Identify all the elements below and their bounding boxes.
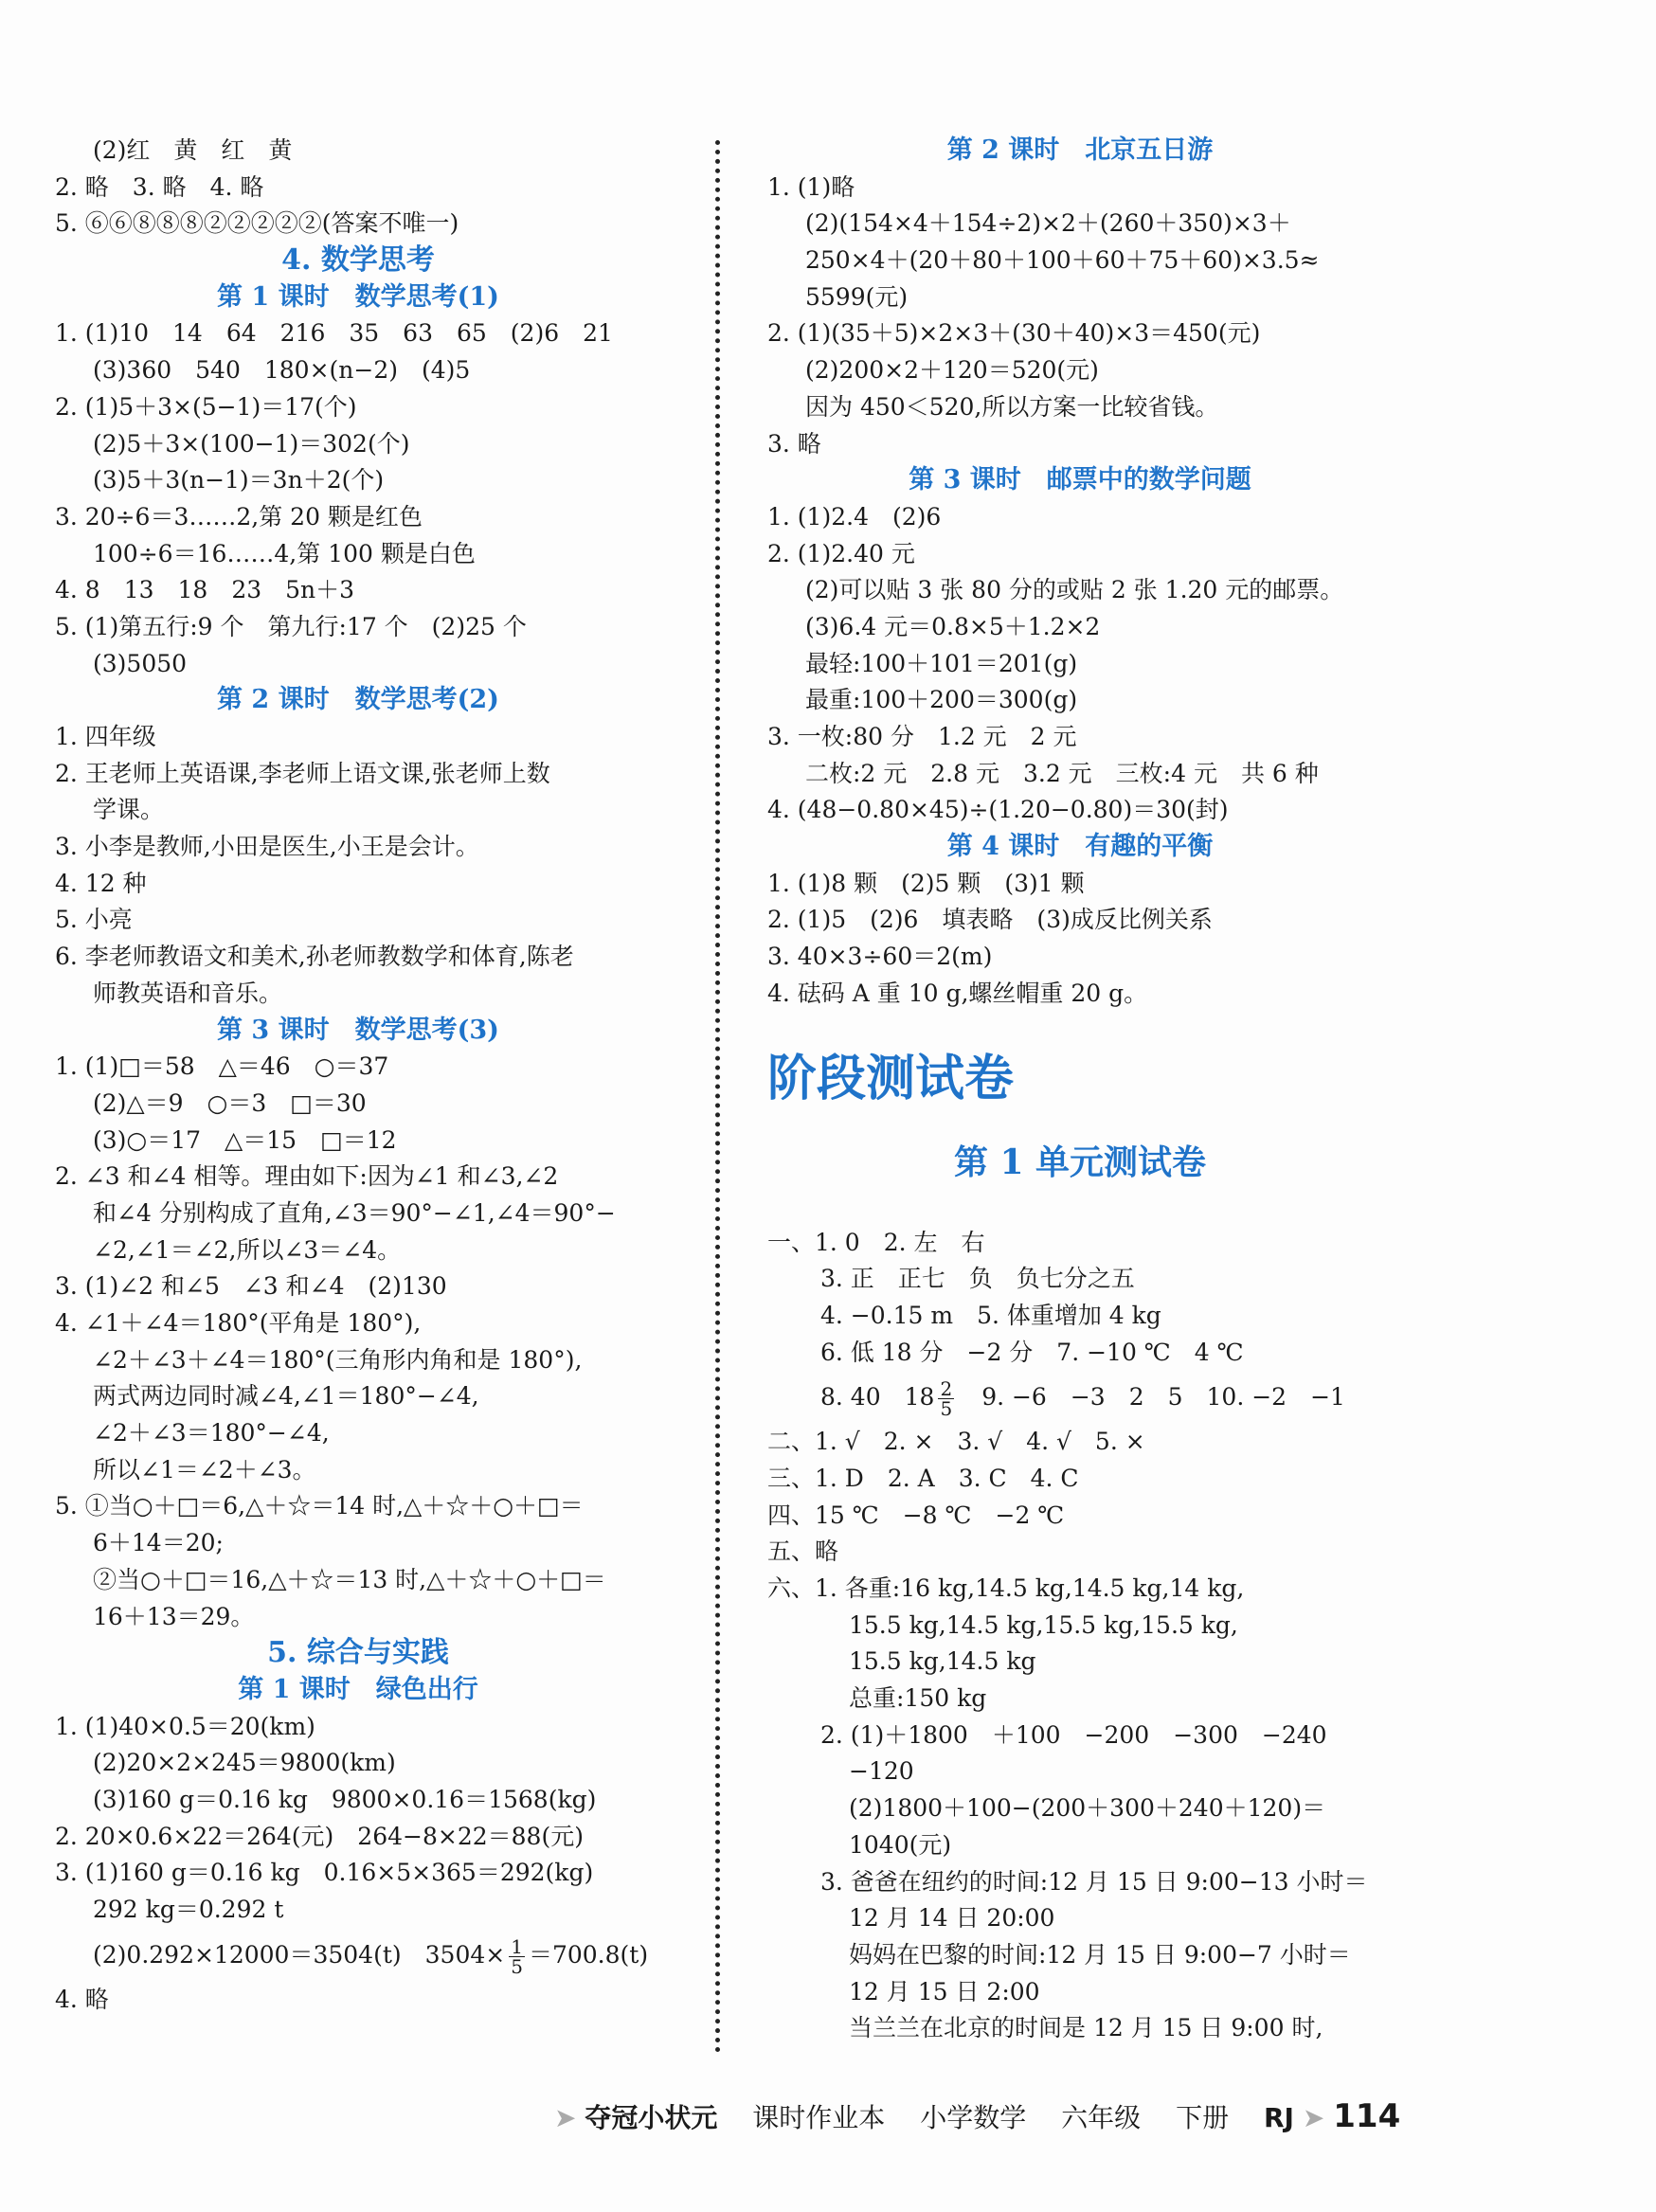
fraction-numerator: 2: [940, 1377, 953, 1401]
answer-line: 5. ①当○＋□＝6,△＋☆＝14 时,△＋☆＋○＋□＝: [55, 1492, 584, 1520]
answer-line: 总重:150 kg: [849, 1684, 987, 1713]
answer-line: 一、1. 0 2. 左 右: [767, 1228, 985, 1256]
answer-line: ∠2＋∠3＋∠4＝180°(三角形内角和是 180°),: [93, 1345, 583, 1374]
answer-line: 四、15 ℃ −8 ℃ −2 ℃: [767, 1501, 1065, 1529]
answer-line: (2)红 黄 红 黄: [93, 136, 293, 164]
answer-line: (2)20×2×245＝9800(km): [93, 1749, 396, 1777]
answer-line: (3)6.4 元＝0.8×5＋1.2×2: [805, 612, 1101, 640]
answer-line: 2. (1)5 (2)6 填表略 (3)成反比例关系: [767, 906, 1213, 934]
unit-heading: 5. 综合与实践: [267, 1636, 449, 1670]
edition-label: RJ: [1263, 2102, 1294, 2133]
answer-line: 3. 小李是教师,小田是医生,小王是会计。: [55, 833, 479, 861]
subject-name: 小学数学: [920, 2102, 1027, 2133]
answer-line: 1. (1)8 颗 (2)5 颗 (3)1 颗: [767, 869, 1085, 897]
answer-line: (2)5＋3×(100−1)＝302(个): [93, 429, 410, 458]
answer-line: 五、略: [767, 1538, 839, 1566]
answer-line: 3. 正 正七 负 负七分之五: [820, 1265, 1135, 1293]
page-number: 114: [1333, 2097, 1401, 2135]
answer-line: 六、1. 各重:16 kg,14.5 kg,14.5 kg,14 kg,: [767, 1574, 1245, 1602]
answer-line: 二枚:2 元 2.8 元 3.2 元 三枚:4 元 共 6 种: [805, 759, 1319, 787]
answer-line: (3)5＋3(n−1)＝3n＋2(个): [93, 466, 385, 495]
answer-line: 5599(元): [805, 282, 909, 311]
answer-line: 师教英语和音乐。: [93, 979, 283, 1007]
answer-line: 2. ∠3 和∠4 相等。理由如下:因为∠1 和∠3,∠2: [55, 1162, 559, 1191]
left-column: [55, 133, 661, 2018]
brand-name: 夺冠小状元: [585, 2102, 718, 2133]
test-unit-title: 第 1 单元测试卷: [953, 1142, 1207, 1182]
answer-line: 4. 8 13 18 23 5n＋3: [55, 576, 355, 604]
answer-line: 1. (1)略: [767, 172, 855, 201]
answer-line: 6. 低 18 分 −2 分 7. −10 ℃ 4 ℃: [820, 1338, 1244, 1366]
answer-line: 3. 20÷6＝3……2,第 20 颗是红色: [55, 502, 423, 531]
answer-line: 3. 40×3÷60＝2(m): [767, 943, 993, 971]
lesson-heading: 第 2 课时 数学思考(2): [217, 685, 499, 715]
right-column: [767, 133, 1393, 2047]
answer-line: 1040(元): [849, 1830, 952, 1859]
answer-line: 5. (1)第五行:9 个 第九行:17 个 (2)25 个: [55, 612, 527, 640]
answer-line: (2)可以贴 3 张 80 分的或贴 2 张 1.20 元的邮票。: [805, 576, 1344, 604]
answer-line: 3. (1)∠2 和∠5 ∠3 和∠4 (2)130: [55, 1272, 447, 1301]
answer-line: 2. (1)2.40 元: [767, 539, 915, 567]
fraction-numerator: 1: [511, 1934, 523, 1958]
answer-line: 三、1. D 2. A 3. C 4. C: [767, 1464, 1079, 1492]
answer-line: 1. 四年级: [55, 723, 156, 750]
answer-line: (2)1800＋100−(200＋300＋240＋120)＝: [849, 1794, 1326, 1823]
answer-text: 8. 40 18: [820, 1383, 935, 1412]
answer-line: 1. (1)2.4 (2)6: [767, 502, 942, 531]
answer-line: 15.5 kg,14.5 kg: [849, 1647, 1036, 1676]
unit-heading: 4. 数学思考: [281, 243, 435, 278]
fraction: [509, 1934, 525, 1978]
answer-line: 4. 砝码 A 重 10 g,螺丝帽重 20 g。: [767, 979, 1148, 1007]
answer-line: 5. 小亮: [55, 906, 133, 934]
lesson-heading: 第 1 课时 绿色出行: [238, 1674, 478, 1704]
answer-line: (2)(154×4＋154÷2)×2＋(260＋350)×3＋: [805, 209, 1291, 238]
answer-line: (2)△＝9 ○＝3 □＝30: [93, 1088, 367, 1117]
answer-line: 250×4＋(20＋80＋100＋60＋75＋60)×3.5≈: [805, 246, 1320, 275]
answer-line: (3)○＝17 △＝15 □＝12: [93, 1125, 397, 1154]
answer-line: (3)5050: [93, 649, 188, 677]
answer-line: 4. (48−0.80×45)÷(1.20−0.80)＝30(封): [767, 796, 1229, 824]
answer-line: 4. 略: [55, 1985, 109, 2013]
answer-line: 16＋13＝29。: [93, 1602, 255, 1630]
answer-line: 当兰兰在北京的时间是 12 月 15 日 9:00 时,: [849, 2014, 1323, 2042]
lesson-heading: 第 4 课时 有趣的平衡: [946, 832, 1214, 862]
answer-line: 3. 一枚:80 分 1.2 元 2 元: [767, 723, 1077, 750]
lesson-heading: 第 3 课时 邮票中的数学问题: [909, 465, 1251, 495]
answer-line: 最轻:100＋101＝201(g): [805, 649, 1078, 677]
answer-line: ∠2,∠1＝∠2,所以∠3＝∠4。: [93, 1235, 402, 1264]
answer-line: 1. (1)40×0.5＝20(km): [55, 1712, 315, 1740]
answer-line: 3. (1)160 g＝0.16 kg 0.16×5×365＝292(kg): [55, 1859, 594, 1887]
lesson-heading: 第 1 课时 数学思考(1): [217, 281, 499, 312]
book-name: 课时作业本: [752, 2102, 886, 2133]
answer-line: 15.5 kg,14.5 kg,15.5 kg,15.5 kg,: [849, 1610, 1238, 1639]
fraction: [938, 1377, 954, 1421]
answer-line: 2. 20×0.6×22＝264(元) 264−8×22＝88(元): [55, 1822, 584, 1850]
answer-line: (2)200×2＋120＝520(元): [805, 356, 1099, 385]
answer-line: 最重:100＋200＝300(g): [805, 686, 1078, 714]
answer-line: 292 kg＝0.292 t: [93, 1896, 284, 1923]
answer-line: 6＋14＝20;: [93, 1529, 224, 1557]
answer-line: 12 月 15 日 2:00: [849, 1977, 1040, 2005]
answer-line: 2. 王老师上英语课,李老师上语文课,张老师上数: [55, 759, 550, 787]
answer-line-with-fraction: [55, 1929, 661, 1982]
answer-line: (3)160 g＝0.16 kg 9800×0.16＝1568(kg): [93, 1785, 597, 1813]
fraction-denominator: 5: [940, 1397, 953, 1421]
answer-line: ②当○＋□＝16,△＋☆＝13 时,△＋☆＋○＋□＝: [93, 1565, 606, 1593]
answer-line: 3. 略: [767, 429, 821, 458]
answer-line: −120: [849, 1757, 914, 1786]
answer-line: 学课。: [93, 796, 165, 824]
answer-line: 4. −0.15 m 5. 体重增加 4 kg: [820, 1301, 1161, 1329]
answer-line: (3)360 540 180×(n−2) (4)5: [93, 356, 471, 385]
answer-line: ∠2＋∠3＝180°−∠4,: [93, 1419, 330, 1448]
answer-line: 2. (1)＋1800 ＋100 −200 −300 −240: [820, 1720, 1327, 1749]
arrow-icon: ➤: [1302, 2102, 1325, 2133]
answer-line: 4. 12 种: [55, 869, 147, 897]
answer-line: 和∠4 分别构成了直角,∠3＝90°−∠1,∠4＝90°−: [93, 1198, 616, 1227]
answer-line: 妈妈在巴黎的时间:12 月 15 日 9:00−7 小时＝: [849, 1940, 1351, 1969]
answer-line-with-fraction: [767, 1371, 1393, 1424]
grade-label: 六年级: [1061, 2102, 1142, 2133]
answer-line: 1. (1)□＝58 △＝46 ○＝37: [55, 1052, 389, 1081]
answer-line: 因为 450＜520,所以方案一比较省钱。: [805, 392, 1219, 421]
answer-line: 2. 略 3. 略 4. 略: [55, 172, 264, 201]
column-divider: [715, 140, 720, 2054]
answer-line: 3. 爸爸在纽约的时间:12 月 15 日 9:00−13 小时＝: [820, 1867, 1368, 1896]
answer-line: 4. ∠1＋∠4＝180°(平角是 180°),: [55, 1309, 422, 1337]
volume-label: 下册: [1176, 2102, 1230, 2133]
answer-line: 两式两边同时减∠4,∠1＝180°−∠4,: [93, 1382, 479, 1411]
answer-text: 9. −6 −3 2 5 10. −2 −1: [981, 1383, 1345, 1412]
answer-line: 100÷6＝16……4,第 100 颗是白色: [93, 539, 476, 567]
answer-line: 6. 李老师教语文和美术,孙老师教数学和体育,陈老: [55, 943, 574, 971]
answer-line: 5. ⑥⑥⑧⑧⑧②②②②②(答案不唯一): [55, 209, 459, 238]
arrow-icon: ➤: [554, 2102, 577, 2133]
lesson-heading: 第 3 课时 数学思考(3): [217, 1015, 499, 1045]
section-title: 阶段测试卷: [767, 1049, 1015, 1107]
answer-line: 12 月 14 日 20:00: [849, 1904, 1055, 1933]
answer-line: 2. (1)5＋3×(5−1)＝17(个): [55, 392, 357, 421]
lesson-heading: 第 2 课时 北京五日游: [946, 135, 1214, 165]
answer-line: 1. (1)10 14 64 216 35 63 65 (2)6 21: [55, 319, 613, 348]
answer-text: ＝700.8(t): [528, 1940, 649, 1969]
fraction-denominator: 5: [511, 1954, 523, 1978]
page-footer: [554, 2097, 1400, 2135]
answer-text: (2)0.292×12000＝3504(t) 3504×: [93, 1940, 506, 1969]
answer-line: 二、1. √ 2. × 3. √ 4. √ 5. ×: [767, 1428, 1145, 1456]
answer-line: 所以∠1＝∠2＋∠3。: [93, 1455, 316, 1484]
answer-line: 2. (1)(35＋5)×2×3＋(30＋40)×3＝450(元): [767, 319, 1261, 348]
